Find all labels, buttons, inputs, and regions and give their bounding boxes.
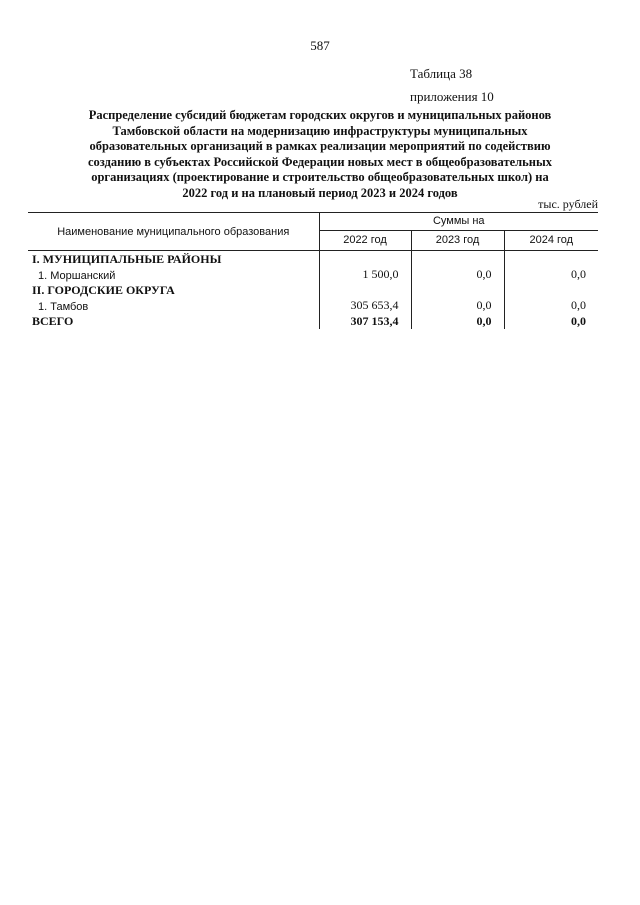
title-line: образовательных организаций в рамках реализации мероприятий по содействию [89,139,551,153]
table-row [28,282,598,298]
value-2024 [504,251,598,267]
value-2022: 305 653,4 [319,298,411,314]
column-header-2023: 2023 год [411,230,504,250]
total-2023: 0,0 [411,313,504,329]
table-row [28,298,598,314]
title-line: созданию в субъектах Российской Федерации новых мест в общеобразовательных [88,154,552,169]
title-line: Тамбовской области на модернизацию инфраструктуры муниципальных [112,123,528,138]
value-2023 [411,282,504,298]
section-name: I. МУНИЦИПАЛЬНЫЕ РАЙОНЫ [28,251,319,267]
document-title [40,108,600,201]
value-2023 [411,251,504,267]
table-row [28,251,598,267]
table-label: Таблица 38 [410,66,473,81]
value-2022 [319,251,411,267]
value-2024: 0,0 [571,298,587,312]
total-label: ВСЕГО [28,313,319,329]
column-header-2024: 2024 год [504,230,598,250]
page-number: 587 [310,38,330,53]
value-2024 [504,282,598,298]
title-line: 2022 год и на плановый период 2023 и 2024 годов [182,185,458,200]
column-header-2022: 2022 год [319,230,411,250]
total-2022: 307 153,4 [319,313,411,329]
total-2024: 0,0 [571,313,587,328]
item-name: 1. Моршанский [28,267,319,283]
title-line: организациях (проектирование и строительство общеобразовательных школ) на [91,170,549,184]
value-2022: 1 500,0 [319,267,411,283]
column-group-header: Суммы на [319,213,598,231]
value-2024: 0,0 [571,267,587,281]
appendix-label: приложения 10 [410,89,494,104]
table-row [28,267,598,283]
total-row [28,313,598,329]
section-name: II. ГОРОДСКИЕ ОКРУГА [28,282,319,298]
value-2023: 0,0 [411,298,504,314]
units-label: тыс. рублей [538,197,598,211]
value-2023: 0,0 [411,267,504,283]
item-name: 1. Тамбов [28,298,319,314]
subsidy-table [28,212,598,329]
column-header-name: Наименование муниципального образования [28,213,319,251]
title-line: Распределение субсидий бюджетам городских округов и муниципальных районов [88,108,552,122]
value-2022 [319,282,411,298]
